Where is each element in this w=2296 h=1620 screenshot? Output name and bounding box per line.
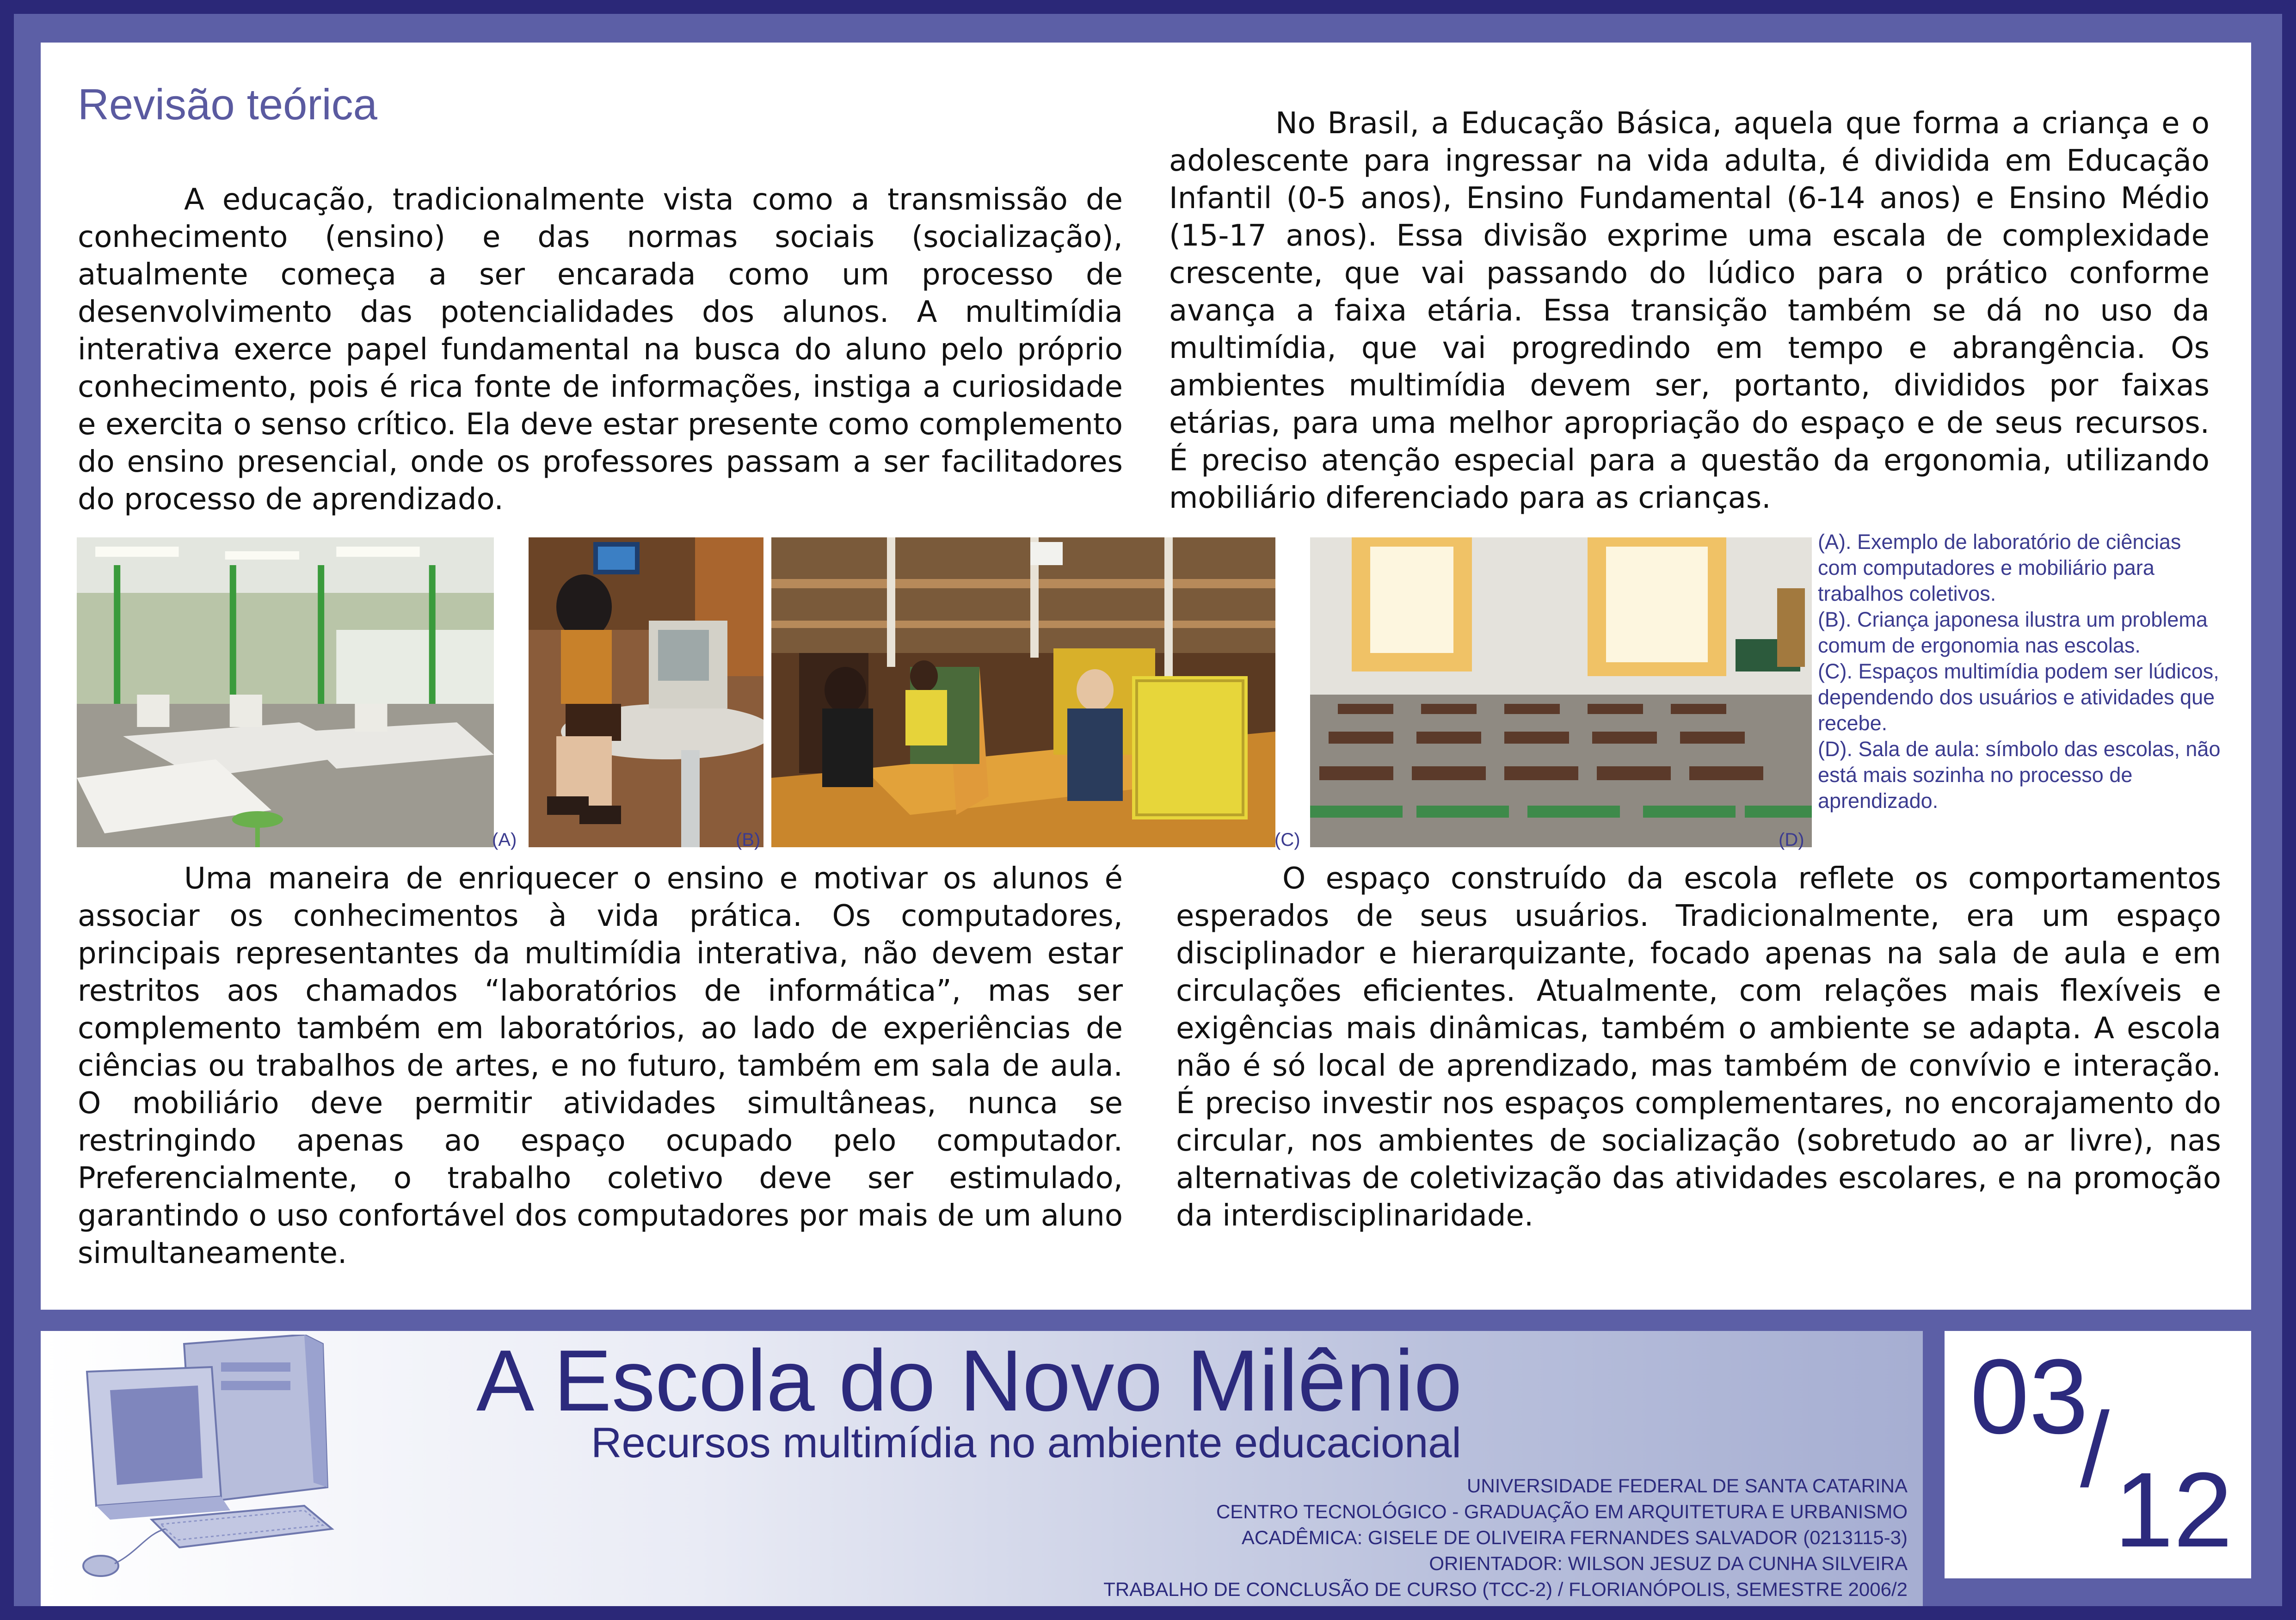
photo-multimedia-space <box>771 537 1275 847</box>
photo-label-a: (A) <box>492 830 517 850</box>
computer-illustration <box>45 1335 415 1603</box>
photo-classroom <box>1310 537 1812 847</box>
credit-student: ACADÊMICA: GISELE DE OLIVEIRA FERNANDES SALVADOR (0213115-3) <box>1241 1527 1908 1548</box>
photo-label-b: (B) <box>736 830 761 850</box>
photo-science-lab <box>77 537 494 847</box>
photo-child-ergonomics <box>529 537 763 847</box>
paragraph-basic-education: No Brasil, a Educação Básica, aquela que forma a criança e o adolescente para ingressar na vida adulta, é dividida em Educação Infantil (0-5 anos), Ensino Fundamental (6-14 anos) e Ensino Médio (15-17 anos). Essa divisão exprime uma escala de complexidade crescente, que vai passando do lúdico para o prático conforme avança a faixa etária. Essa transição também se dá no uso da multimídia, que vai progredindo em tempo e abrangência. Os ambientes multimídia devem ser, portanto, divididos por faixas etárias, para uma melhor apropriação do espaço e de seus recursos. É preciso atenção especial para a questão da ergonomia, utilizando mobiliário diferenciado para as crianças. <box>1169 106 2210 515</box>
paragraph-computers: Uma maneira de enriquecer o ensino e motivar os alunos é associar os conhecimentos à vida prática. Os computadores, principais representantes da multimídia interativa, não devem estar restritos aos chamados “laboratórios de informática”, mas ser complemento também em laboratórios, ao lado de experiências de ciências ou trabalhos de artes, e no futuro, também em sala de aula. O mobiliário deve permitir atividades simultâneas, nunca se restringindo apenas ao espaço ocupado pelo computador. Preferencialmente, o trabalho coletivo deve ser estimulado, garantindo o uso confortável dos computadores por mais de um aluno simultaneamente. <box>78 862 1123 1270</box>
page-number-current: 03 <box>1970 1337 2088 1456</box>
caption-c: (C). Espaços multimídia podem ser lúdicos, dependendo dos usuários e atividades que recebe. <box>1818 659 2219 735</box>
caption-b: (B). Criança japonesa ilustra um problema comum de ergonomia nas escolas. <box>1818 608 2208 657</box>
section-title: Revisão teórica <box>78 80 377 129</box>
credit-center: CENTRO TECNOLÓGICO - GRADUAÇÃO EM ARQUITETURA E URBANISMO <box>1216 1501 1908 1522</box>
photo-captions <box>1818 529 2225 814</box>
subtitle: Recursos multimídia no ambiente educacional <box>591 1419 1461 1466</box>
caption-d: (D). Sala de aula: símbolo das escolas, não está mais sozinha no processo de aprendizado. <box>1818 737 2221 813</box>
credit-course: TRABALHO DE CONCLUSÃO DE CURSO (TCC-2) / FLORIANÓPOLIS, SEMESTRE 2006/2 <box>1103 1578 1908 1600</box>
credit-advisor: ORIENTADOR: WILSON JESUZ DA CUNHA SILVEIRA <box>1429 1552 1908 1574</box>
photo-label-c: (C) <box>1274 830 1300 850</box>
page-number-total: 12 <box>2114 1450 2233 1569</box>
paragraph-built-space: O espaço construído da escola reflete os comportamentos esperados de seus usuários. Tradicionalmente, era um espaço disciplinador e hierarquizante, focado apenas na sala de aula e em circulações eficientes. Atualmente, com relações mais flexíveis e exigências mais dinâmicas, também o ambiente se adapta. A escola não é só local de aprendizado, mas também de convívio e interação. É preciso investir nos espaços complementares, no encorajamento do circular, nos ambientes de socialização (sobretudo ao ar livre), nas alternativas de coletivização das atividades escolares, e na promoção da interdisciplinaridade. <box>1176 862 2221 1233</box>
main-title: A Escola do Novo Milênio <box>476 1332 1462 1429</box>
paragraph-education: A educação, tradicionalmente vista como a transmissão de conhecimento (ensino) e das normas sociais (socialização), atualmente começa a ser encarada como um processo de desenvolvimento das potencialidades dos alunos. A multimídia interativa exerce papel fundamental na busca do aluno pelo próprio conhecimento, pois é rica fonte de informações, instiga a curiosidade e exercita o senso crítico. Ela deve estar presente como complemento do ensino presencial, onde os professores passam a ser facilitadores do processo de aprendizado. <box>78 183 1123 517</box>
photo-label-d: (D) <box>1779 830 1804 850</box>
credit-university: UNIVERSIDADE FEDERAL DE SANTA CATARINA <box>1467 1475 1908 1497</box>
page-number-separator: / <box>2080 1390 2110 1509</box>
main-panel <box>41 43 2251 1310</box>
credits-block <box>1103 1473 1908 1602</box>
caption-a: (A). Exemplo de laboratório de ciências com computadores e mobiliário para trabalhos coletivos. <box>1818 530 2181 605</box>
